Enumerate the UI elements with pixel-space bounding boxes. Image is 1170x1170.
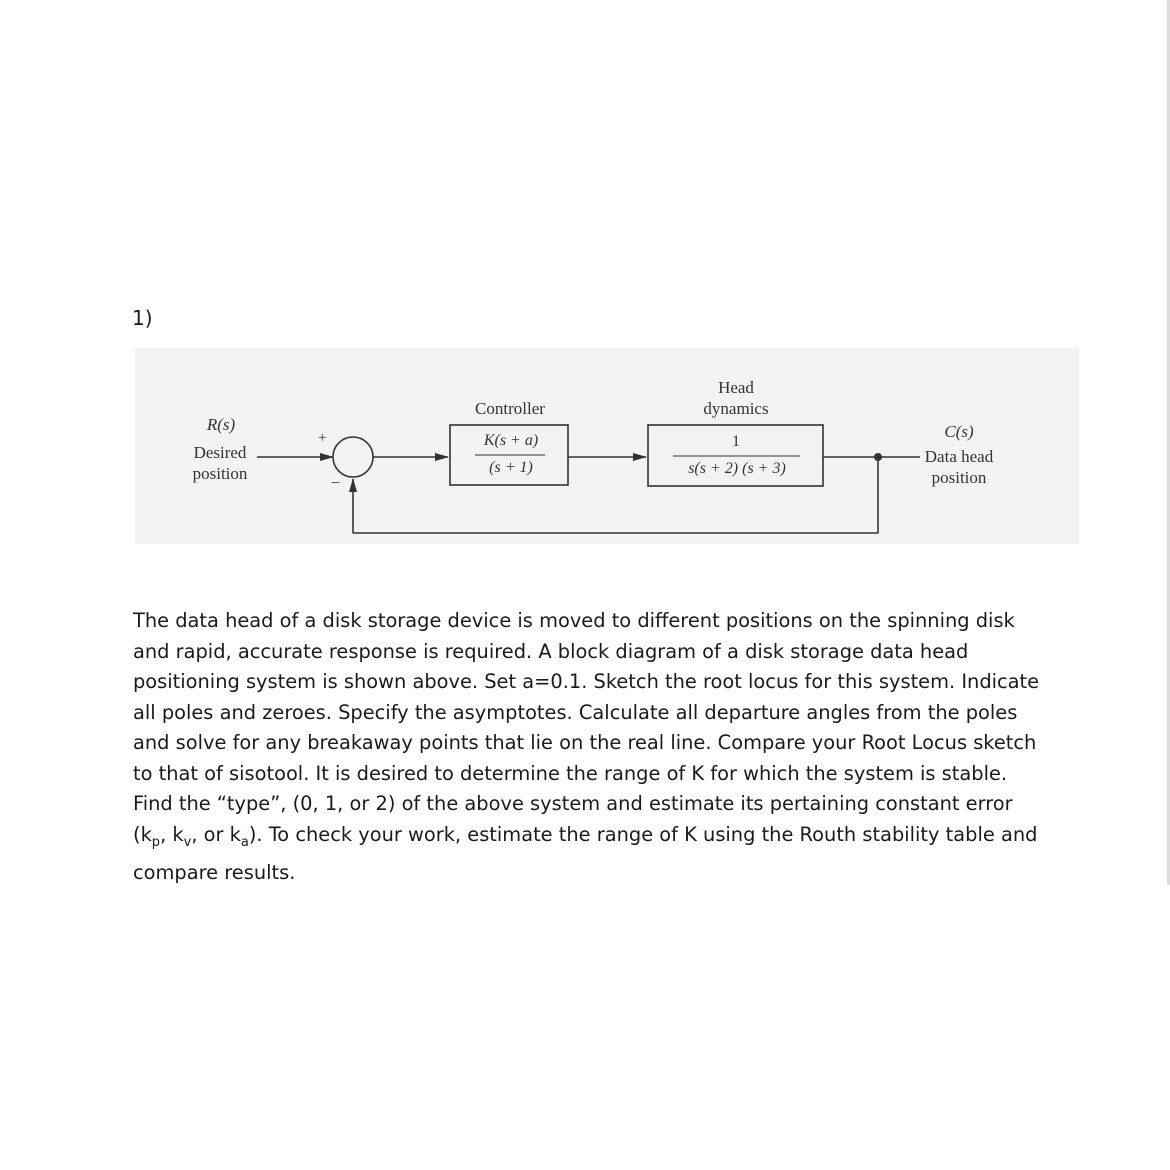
question-number: 1) xyxy=(132,306,153,330)
plant-numerator: 1 xyxy=(732,433,740,450)
plus-sign: + xyxy=(318,430,327,446)
plant-title-line1: Head xyxy=(718,378,754,397)
takeoff-point xyxy=(874,453,882,461)
plant-denominator: s(s + 2) (s + 3) xyxy=(688,460,786,477)
controller-title: Controller xyxy=(475,399,545,418)
minus-sign: − xyxy=(331,475,341,492)
block-diagram xyxy=(135,348,1079,544)
controller-numerator: K(s + a) xyxy=(483,432,539,449)
output-label-line1: Data head xyxy=(924,447,994,466)
input-symbol: R(s) xyxy=(206,415,236,434)
input-label-line2: position xyxy=(192,464,248,483)
subscript-a: a xyxy=(240,834,249,850)
output-label-line2: position xyxy=(931,468,987,487)
input-label-line1: Desired xyxy=(193,443,247,462)
summing-junction xyxy=(333,437,373,477)
problem-text-part2: ). To check your work, estimate the range of K using the Routh stability table and compare results. xyxy=(133,822,1038,884)
subscript-p: p xyxy=(151,834,161,850)
problem-text-sep2: , or k xyxy=(191,822,241,846)
problem-statement xyxy=(133,606,1043,888)
problem-text-sep1: , k xyxy=(160,822,184,846)
controller-denominator: (s + 1) xyxy=(489,459,533,476)
problem-text-part1: The data head of a disk storage device is moved to different positions on the spinning disk and rapid, accurate response is required. A block diagram of a disk storage data head positioning system is shown above. Set a=0.1. Sketch the root locus for this system. Indicate all poles and zeroes. Specify the asymptotes. Calculate all departure angles from the poles and solve for any breakaway points that lie on the real line. Compare your Root Locus sketch to that of sisotool. It is desired to determine the range of K for which the system is stable. Find the “type”, (0, 1, or 2) of the above system and estimate its pertaining constant error (k xyxy=(133,609,1040,846)
plant-title-line2: dynamics xyxy=(703,399,769,418)
output-symbol: C(s) xyxy=(944,422,974,441)
subscript-v: v xyxy=(183,834,192,850)
